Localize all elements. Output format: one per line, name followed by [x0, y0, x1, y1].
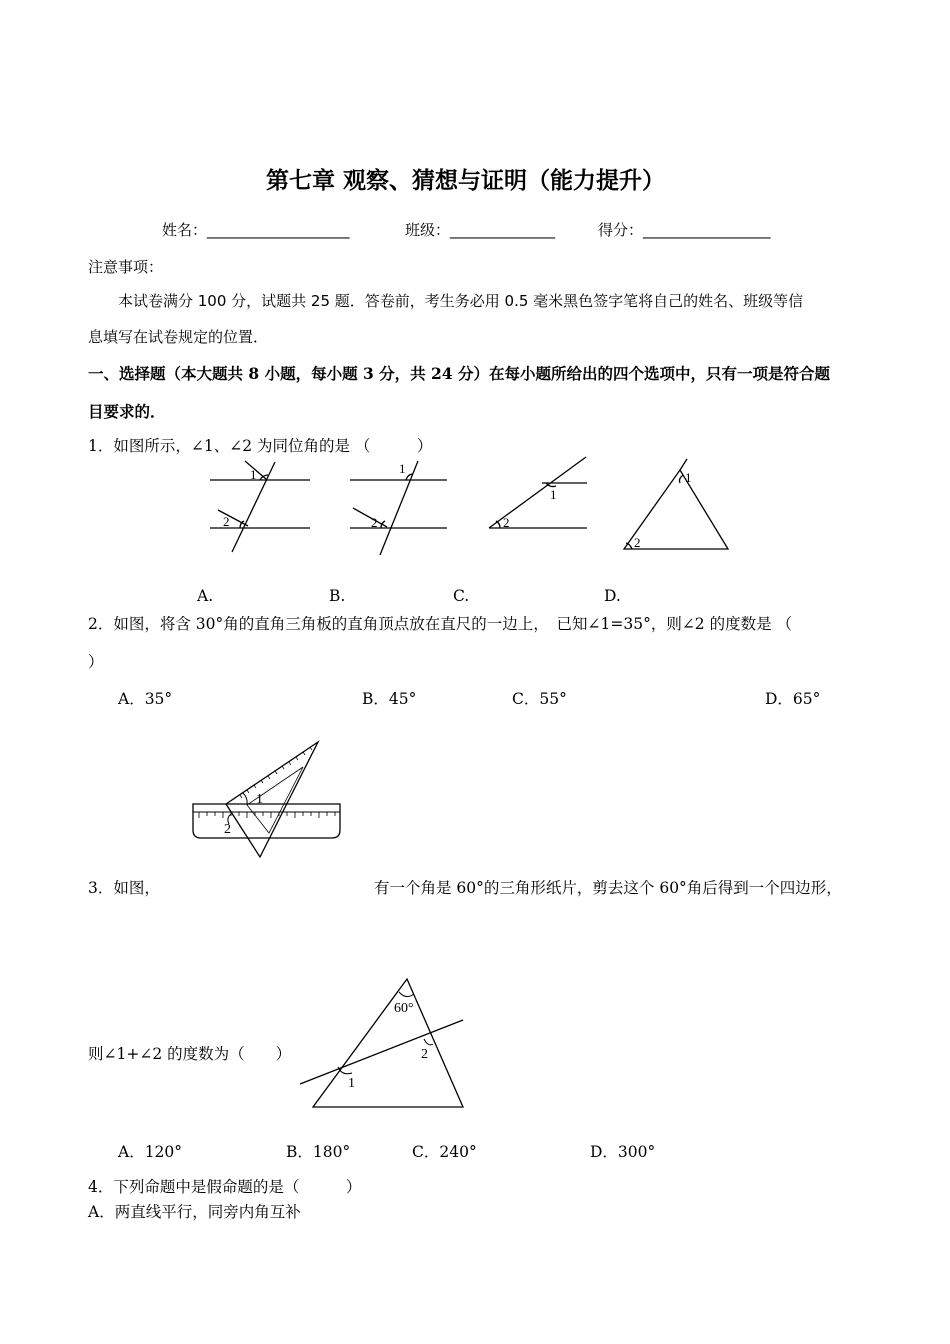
q1-figures — [200, 455, 740, 560]
q3-angle-2: 2 — [421, 1047, 428, 1062]
q2-angle-2: 2 — [224, 822, 231, 837]
q1-b-angle-1: 1 — [399, 461, 406, 476]
q2-option-d[interactable]: D．65° — [765, 690, 821, 708]
section-1-heading-cont: 目要求的． — [88, 402, 166, 421]
q4-option-a[interactable]: A．两直线平行，同旁内角互补 — [88, 1203, 301, 1221]
q3-stem-part-1: 3．如图， — [88, 879, 160, 897]
q3-angle-60: 60° — [394, 1001, 414, 1016]
score-field[interactable]: 得分：_________________ — [598, 221, 771, 239]
name-field[interactable]: 姓名：___________________ — [162, 221, 350, 239]
q1-figure-a — [210, 461, 310, 552]
section-1-heading: 一、选择题（本大题共 8 小题，每小题 3 分，共 24 分）在每小题所给出的四个选项中，只有一项是符合题 — [88, 364, 831, 383]
q1-c-angle-1: 1 — [550, 487, 557, 502]
q1-stem: 1．如图所示，∠1、∠2 为同位角的是 （ ） — [88, 437, 433, 455]
q3-stem-part-3: 则∠1+∠2 的度数为（ ） — [88, 1045, 292, 1063]
q1-b-angle-2: 2 — [371, 515, 378, 530]
page-title: 第七章 观察、猜想与证明（能力提升） — [266, 168, 666, 194]
q1-option-d[interactable]: D. — [604, 587, 621, 605]
q2-option-b[interactable]: B．45° — [362, 690, 417, 708]
q4-stem: 4．下列命题中是假命题的是（ ） — [88, 1178, 362, 1196]
q1-option-a[interactable]: A. — [197, 587, 214, 605]
q2-stem-cont: ） — [88, 653, 104, 671]
q1-d-angle-2: 2 — [634, 535, 641, 550]
q3-option-c[interactable]: C．240° — [412, 1143, 477, 1161]
q2-option-c[interactable]: C．55° — [512, 690, 567, 708]
q1-option-c[interactable]: C. — [453, 587, 470, 605]
class-field[interactable]: 班级：______________ — [405, 221, 556, 239]
q1-a-angle-2: 2 — [223, 514, 230, 529]
q3-option-b[interactable]: B．180° — [286, 1143, 351, 1161]
q2-option-a[interactable]: A．35° — [118, 690, 173, 708]
notice-heading: 注意事项： — [88, 258, 164, 276]
q1-a-angle-1: 1 — [250, 467, 257, 482]
q3-figure — [295, 972, 470, 1112]
notice-line-2: 息填写在试卷规定的位置． — [88, 328, 269, 346]
q2-stem: 2．如图，将含 30°角的直角三角板的直角顶点放在直尺的一边上， 已知∠1=35°，则∠2 的度数是 （ — [88, 615, 793, 633]
q3-option-a[interactable]: A．120° — [118, 1143, 183, 1161]
q1-option-b[interactable]: B. — [329, 587, 346, 605]
q1-d-angle-1: 1 — [685, 470, 692, 485]
q1-c-angle-2: 2 — [503, 515, 510, 530]
q2-angle-1: 1 — [256, 792, 263, 807]
q3-option-d[interactable]: D．300° — [590, 1143, 656, 1161]
q2-figure — [185, 735, 350, 865]
q3-stem-part-2: 有一个角是 60°的三角形纸片，剪去这个 60°角后得到一个四边形， — [374, 879, 842, 897]
q3-angle-1: 1 — [348, 1076, 355, 1091]
notice-line-1: 本试卷满分 100 分，试题共 25 题．答卷前，考生务必用 0.5 毫米黑色签字笔将自己的姓名、班级等信 — [118, 292, 804, 310]
